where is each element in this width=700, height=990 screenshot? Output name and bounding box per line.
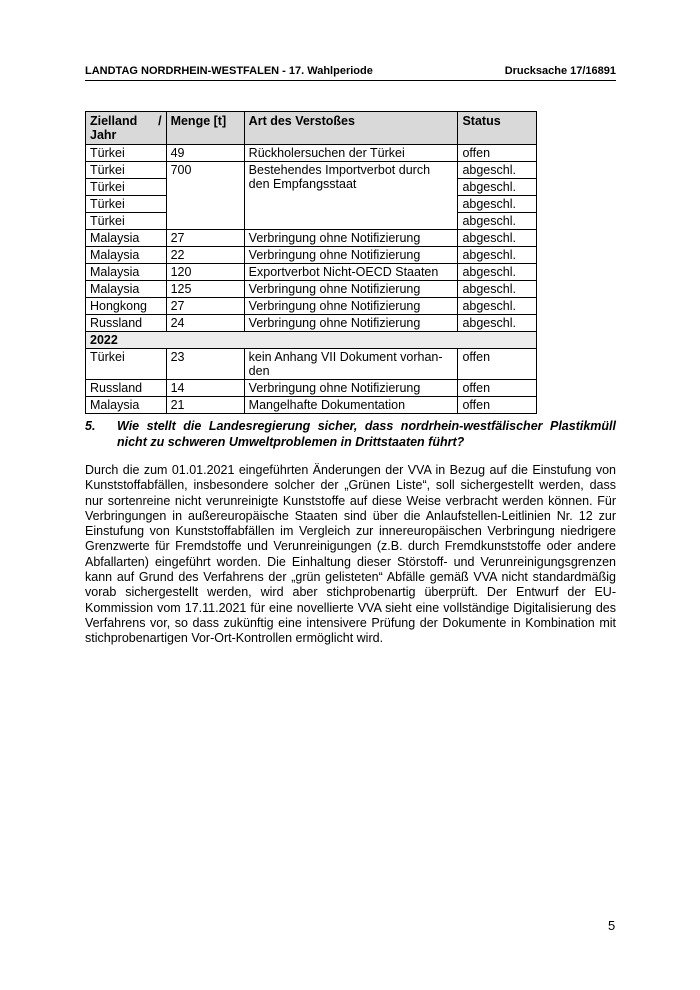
violations-table xyxy=(85,111,537,414)
header-zielland-label: Zielland xyxy=(90,114,138,128)
table-row xyxy=(86,380,537,397)
cell-land: Hongkong xyxy=(86,298,167,315)
table-row xyxy=(86,397,537,414)
cell-land: Malaysia xyxy=(86,247,167,264)
table-row xyxy=(86,162,537,179)
cell-art-merged: Bestehendes Importverbot durch den Empfangsstaat xyxy=(244,162,458,230)
cell-land: Türkei xyxy=(86,213,167,230)
question-number: 5. xyxy=(85,419,96,433)
cell-menge: 120 xyxy=(166,264,244,281)
cell-status: abgeschl. xyxy=(458,179,537,196)
page-number: 5 xyxy=(608,918,616,933)
cell-status: offen xyxy=(458,145,537,162)
cell-menge: 23 xyxy=(166,349,244,380)
header-status: Status xyxy=(458,112,537,145)
table-row xyxy=(86,315,537,332)
cell-status: abgeschl. xyxy=(458,213,537,230)
table-row xyxy=(86,281,537,298)
cell-art: Exportverbot Nicht-OECD Staaten xyxy=(244,264,458,281)
cell-menge: 27 xyxy=(166,230,244,247)
header-menge: Menge [t] xyxy=(166,112,244,145)
cell-land: Türkei xyxy=(86,349,167,380)
year-label: 2022 xyxy=(86,332,537,349)
table-row xyxy=(86,349,537,380)
cell-menge: 22 xyxy=(166,247,244,264)
cell-status: abgeschl. xyxy=(458,230,537,247)
answer-paragraph: Durch die zum 01.01.2021 eingeführten Änderungen der VVA in Bezug auf die Einstufung von Kunststoffabfällen, insbesondere solcher der „Grünen Liste“, soll sichergestellt werden, dass nur sortenreine nicht verunreinigte Kunststoffe auf diese Weise verbracht werden können. Für Verbringungen in außereuropäische Staaten sind über die Anlaufstellen-Leitlinien Nr. 12 zur Einstufung von Kunststoffabfällen im Vergleich zur innereuropäischen Verbringung niedrigere Grenzwerte für Fremdstoffe und Verunreinigungen (z.B. durch Fremdkunststoffe oder andere Abfallarten) eingeführt worden. Die Einhaltung dieser Störstoff- und Verunreinigungsgrenzen kann auf Grund des Verfahrens der „grün gelisteten“ Abfälle gemäß VVA nicht standardmäßig vorab sichergestellt werden, wird aber stichprobenartig überprüft. Der Entwurf der EU-Kommission vom 17.11.2021 für eine novellierte VVA sieht eine vollständige Digitalisierung des Verfahrens vor, so dass zukünftig eine intensivere Prüfung der Dokumente in Kombination mit stichprobenartigen Vor-Ort-Kontrollen ermöglicht wird. xyxy=(85,463,616,646)
cell-status: abgeschl. xyxy=(458,247,537,264)
cell-art: Verbringung ohne Notifizierung xyxy=(244,315,458,332)
page-header xyxy=(85,65,616,81)
cell-status: offen xyxy=(458,349,537,380)
cell-land: Russland xyxy=(86,380,167,397)
cell-art: Rückholersuchen der Türkei xyxy=(244,145,458,162)
question-text: Wie stellt die Landesregierung sicher, dass nordrhein-westfälischer Plastikmüll nicht zu schweren Umweltproblemen in Drittstaaten führt? xyxy=(117,419,616,449)
cell-land: Malaysia xyxy=(86,397,167,414)
cell-status: abgeschl. xyxy=(458,264,537,281)
cell-status: abgeschl. xyxy=(458,298,537,315)
cell-status: offen xyxy=(458,380,537,397)
year-row xyxy=(86,332,537,349)
header-zielland-slash: / xyxy=(158,114,162,128)
cell-land: Russland xyxy=(86,315,167,332)
header-document-number: Drucksache 17/16891 xyxy=(504,65,616,77)
table-row xyxy=(86,145,537,162)
cell-status: abgeschl. xyxy=(458,196,537,213)
cell-art: Mangelhafte Dokumentation xyxy=(244,397,458,414)
cell-land: Türkei xyxy=(86,179,167,196)
cell-land: Malaysia xyxy=(86,264,167,281)
header-parliament: LANDTAG NORDRHEIN-WESTFALEN - 17. Wahlperiode xyxy=(85,65,373,77)
cell-art: Verbringung ohne Notifizierung xyxy=(244,298,458,315)
cell-art: kein Anhang VII Dokument vorhan-den xyxy=(244,349,458,380)
table-row xyxy=(86,230,537,247)
question-block xyxy=(85,418,616,450)
cell-menge: 24 xyxy=(166,315,244,332)
table-row xyxy=(86,298,537,315)
header-zielland xyxy=(86,112,167,145)
cell-menge-merged: 700 xyxy=(166,162,244,230)
table-row xyxy=(86,264,537,281)
header-jahr-label: Jahr xyxy=(90,128,117,142)
cell-menge: 125 xyxy=(166,281,244,298)
cell-art: Verbringung ohne Notifizierung xyxy=(244,281,458,298)
table-header-row xyxy=(86,112,537,145)
cell-art: Verbringung ohne Notifizierung xyxy=(244,380,458,397)
cell-land: Malaysia xyxy=(86,230,167,247)
cell-menge: 14 xyxy=(166,380,244,397)
cell-menge: 21 xyxy=(166,397,244,414)
cell-status: abgeschl. xyxy=(458,315,537,332)
cell-status: abgeschl. xyxy=(458,162,537,179)
header-art: Art des Verstoßes xyxy=(244,112,458,145)
cell-land: Türkei xyxy=(86,196,167,213)
cell-menge: 49 xyxy=(166,145,244,162)
cell-status: offen xyxy=(458,397,537,414)
cell-art: Verbringung ohne Notifizierung xyxy=(244,247,458,264)
cell-land: Türkei xyxy=(86,162,167,179)
table-row xyxy=(86,247,537,264)
cell-status: abgeschl. xyxy=(458,281,537,298)
cell-land: Malaysia xyxy=(86,281,167,298)
cell-art: Verbringung ohne Notifizierung xyxy=(244,230,458,247)
cell-menge: 27 xyxy=(166,298,244,315)
cell-land: Türkei xyxy=(86,145,167,162)
